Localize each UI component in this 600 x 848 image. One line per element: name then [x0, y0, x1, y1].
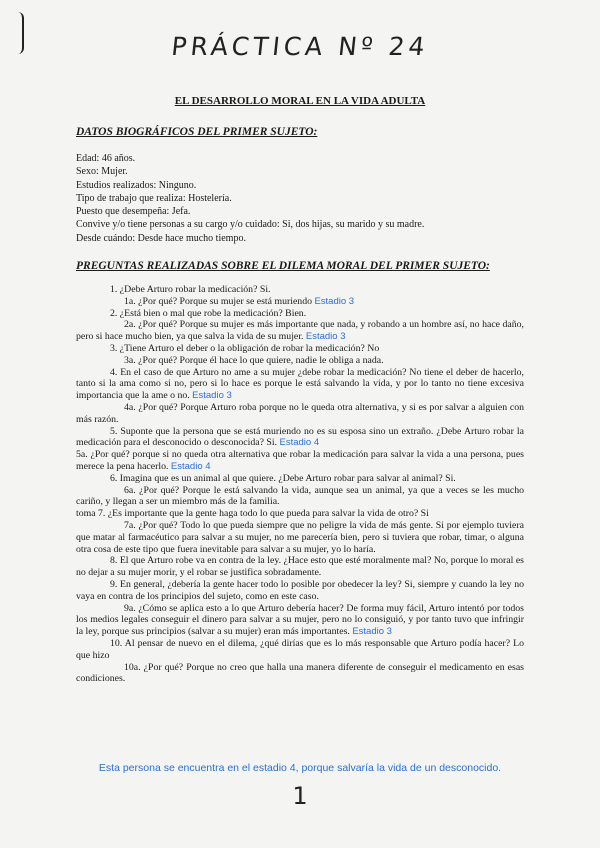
- answer-item: 9a. ¿Cómo se aplica esto a lo que Arturo debería hacer? De forma muy fácil, Arturo intentó por todos los medios legales conseguir el dinero para salvar a su mujer, pero no lo consiguió, y por tanto tuvo que infringir la ley, porque sus principios (salvar a su mujer) eran más importantes. Estadio 3: [76, 602, 524, 638]
- question-item: 4. En el caso de que Arturo no ame a su mujer ¿debe robar la medicación? No tiene el deber de hacerlo, tanto si la ama como si no, pero si lo hace es porque le está salvando la vida, y por lo tanto no tiene excesiva importancia que la ame o no. Estadio 3: [76, 366, 524, 402]
- answer-item: 3a. ¿Por qué? Porque él hace lo que quiere, nadie le obliga a nada.: [124, 354, 384, 366]
- conclusion-note: Esta persona se encuentra en el estadio 4, porque salvaría la vida de un desconocido.: [98, 762, 502, 774]
- bio-line: Sexo: Mujer.: [76, 166, 128, 178]
- bio-line: Tipo de trabajo que realiza: Hostelería.: [76, 192, 232, 204]
- stage-annotation: Estadio 3: [192, 390, 232, 402]
- question-item: 1. ¿Debe Arturo robar la medicación? Si.: [110, 284, 271, 295]
- stage-annotation: Estadio 3: [352, 626, 392, 638]
- question-item: 9. En general, ¿debería la gente hacer todo lo posible por obedecer la ley? Si, siempre y cuando la ley no vaya en contra de los principios del sujeto, como en este caso.: [76, 578, 524, 602]
- answer-item: 10a. ¿Por qué? Porque no creo que halla una manera diferente de conseguir el medicamento en esas condiciones.: [76, 661, 524, 685]
- bio-section: [76, 152, 424, 245]
- bio-line: Puesto que desempeña: Jefa.: [76, 206, 191, 218]
- question-item: 8. El que Arturo robe va en contra de la ley. ¿Hace esto que esté moralmente mal? No, porque lo moral es no dejar a su mujer morir, y el robar se justifica sobradamente.: [76, 555, 524, 579]
- stage-annotation: Estadio 4: [170, 460, 211, 472]
- stage-annotation: Estadio 3: [314, 295, 355, 307]
- answer-item: 6a. ¿Por qué? Porque le está salvando la vida, aunque sea un animal, ya que a veces se les mucho cariño, y llegan a ser un miembro más de la familia.: [76, 484, 524, 508]
- document-heading: EL DESARROLLO MORAL EN LA VIDA ADULTA: [174, 95, 426, 107]
- question-item: 3. ¿Tiene Arturo el deber o la obligación de robar la medicación? No: [110, 342, 380, 354]
- question-item: 5. Suponte que la persona que se está muriendo no es su esposa sino un extraño. ¿Debe Arturo robar la medicación para el desconocido o desconocida? Si. Estadio 4: [76, 425, 524, 449]
- bio-line: Edad: 46 años.: [76, 153, 136, 164]
- question-list: [76, 284, 524, 685]
- answer-item: 5a. ¿Por qué? porque si no queda otra alternativa que robar la medicación para salvar la vida a una persona, pues merece la pena hacerlo. Estadio 4: [76, 449, 524, 472]
- answer-item: 4a. ¿Por qué? Porque Arturo roba porque no le queda otra alternativa, y si es por salvar a alguien con más razón.: [76, 401, 524, 425]
- page-number: 1: [292, 782, 308, 810]
- bio-line: Desde cuándo: Desde hace mucho tiempo.: [76, 232, 246, 244]
- question-item: 2. ¿Está bien o mal que robe la medicación? Bien.: [110, 307, 307, 319]
- question-item: 10. Al pensar de nuevo en el dilema, ¿qué dirías que es lo más responsable que Arturo podía hacer? Lo que hizo: [76, 637, 524, 661]
- question-item: toma 7. ¿Es importante que la gente haga todo lo que pueda para salvar la vida de otro? Si: [76, 508, 429, 520]
- questions-heading: PREGUNTAS REALIZADAS SOBRE EL DILEMA MORAL DEL PRIMER SUJETO:: [76, 260, 490, 272]
- handwritten-title: PRÁCTICA Nº 24: [169, 32, 430, 61]
- answer-item: 1a. ¿Por qué? Porque su mujer se está muriendo Estadio 3: [124, 295, 355, 307]
- bio-line: Convive y/o tiene personas a su cargo y/o cuidado: Si, dos hijas, su marido y su madre.: [76, 219, 425, 231]
- bio-line: Estudios realizados: Ninguno.: [76, 179, 197, 191]
- question-item: 6. Imagina que es un animal al que quiere. ¿Debe Arturo robar para salvar al animal? Si.: [110, 472, 456, 484]
- answer-item: 2a. ¿Por qué? Porque su mujer es más importante que nada, y robando a un hombre así, no hace daño, pero si hace mucho bien, ya que salva la vida de su mujer. Estadio 3: [76, 319, 524, 343]
- stage-annotation: Estadio 4: [279, 437, 320, 449]
- stage-annotation: Estadio 3: [305, 331, 346, 343]
- bio-heading: DATOS BIOGRÁFICOS DEL PRIMER SUJETO:: [76, 126, 318, 138]
- answer-item: 7a. ¿Por qué? Todo lo que pueda siempre que no peligre la vida de más gente. Si por ejemplo tuviera que matar al farmacéutico para salvar a su mujer, no me parecería bien, pero si tuviera que robar, timar, o alguna otra cosa de este tipo que fuera inevitable para salvar a su mujer, yo lo haría.: [76, 519, 524, 555]
